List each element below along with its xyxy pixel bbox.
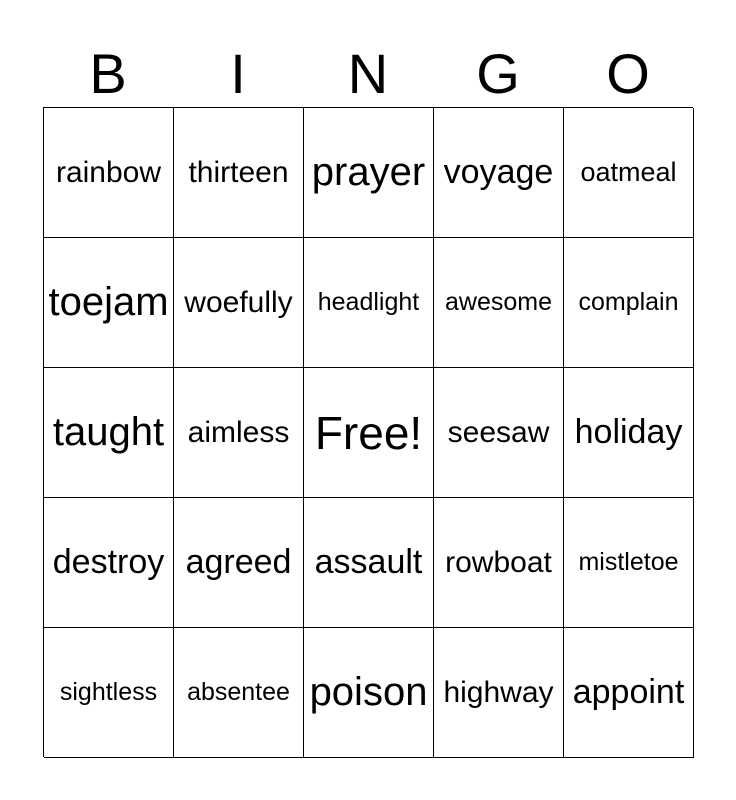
header-letter-n: N bbox=[347, 42, 389, 105]
bingo-cell: agreed bbox=[174, 498, 304, 628]
bingo-cell: highway bbox=[434, 628, 564, 758]
header-letter-o: O bbox=[606, 42, 650, 105]
bingo-cell: destroy bbox=[44, 498, 174, 628]
bingo-cell: assault bbox=[304, 498, 434, 628]
bingo-cell: voyage bbox=[434, 108, 564, 238]
bingo-cell: mistletoe bbox=[564, 498, 694, 628]
bingo-cell: awesome bbox=[434, 238, 564, 368]
header-letter-b: B bbox=[89, 42, 127, 105]
bingo-cell: absentee bbox=[174, 628, 304, 758]
bingo-cell: headlight bbox=[304, 238, 434, 368]
bingo-cell: poison bbox=[304, 628, 434, 758]
bingo-cell: prayer bbox=[304, 108, 434, 238]
bingo-cell: complain bbox=[564, 238, 694, 368]
bingo-cell: aimless bbox=[174, 368, 304, 498]
bingo-cell: seesaw bbox=[434, 368, 564, 498]
bingo-cell: oatmeal bbox=[564, 108, 694, 238]
free-space-cell: Free! bbox=[304, 368, 434, 498]
bingo-cell: holiday bbox=[564, 368, 694, 498]
header-letter-i: I bbox=[230, 42, 246, 105]
bingo-header bbox=[43, 40, 693, 108]
bingo-cell: toejam bbox=[44, 238, 174, 368]
bingo-board bbox=[43, 107, 693, 757]
bingo-cell: appoint bbox=[564, 628, 694, 758]
header-letter-g: G bbox=[476, 42, 520, 105]
bingo-cell: woefully bbox=[174, 238, 304, 368]
bingo-cell: rowboat bbox=[434, 498, 564, 628]
bingo-cell: rainbow bbox=[44, 108, 174, 238]
bingo-cell: thirteen bbox=[174, 108, 304, 238]
bingo-cell: sightless bbox=[44, 628, 174, 758]
bingo-cell: taught bbox=[44, 368, 174, 498]
